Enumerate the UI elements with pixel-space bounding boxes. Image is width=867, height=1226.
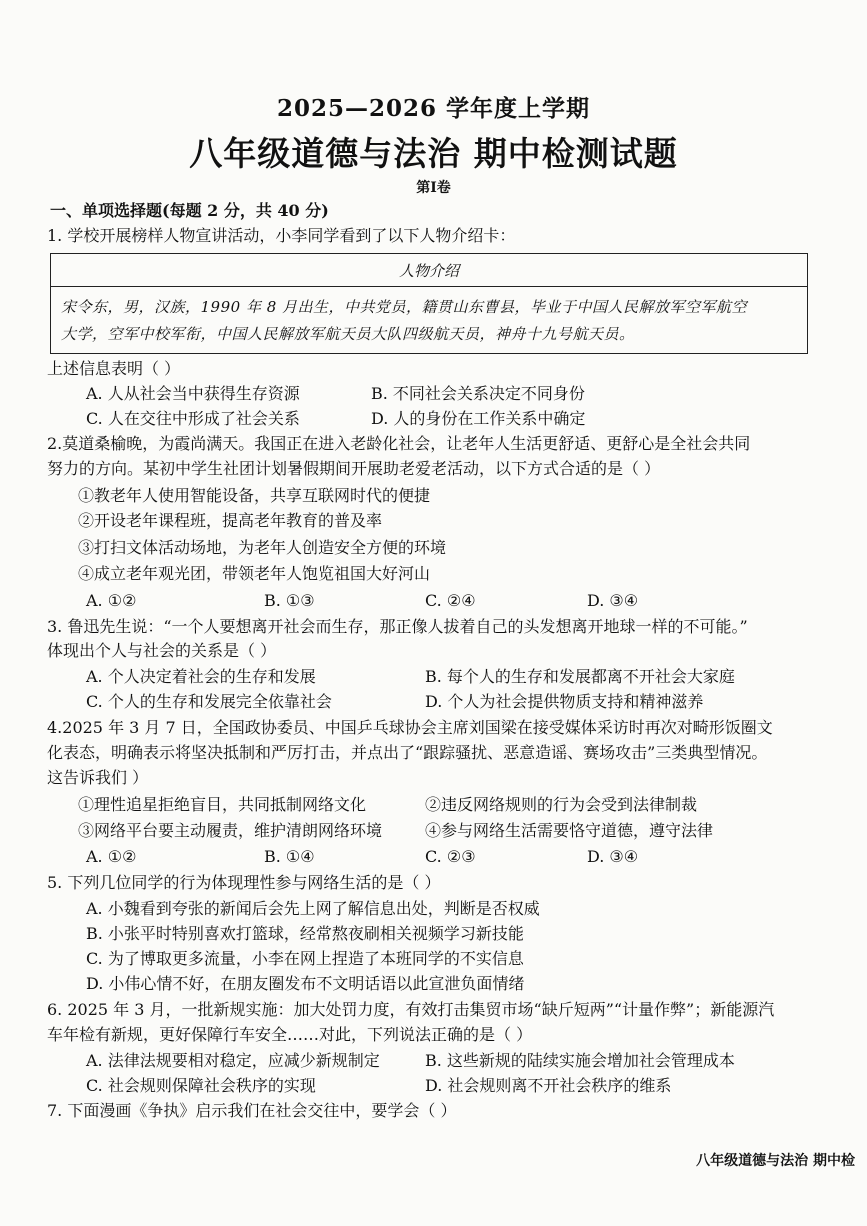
- q3-option-a: A. 个人决定着社会的生存和发展: [86, 667, 316, 686]
- q1-option-a: A. 人从社会当中获得生存资源: [86, 384, 300, 403]
- q4-item-4: ④参与网络生活需要恪守道德，遵守法律: [425, 821, 714, 840]
- q4-option-b: B. ①④: [264, 847, 315, 866]
- q2-option-c: C. ②④: [425, 591, 476, 610]
- question-2-stem-line1: 2.莫道桑榆晚，为霞尚满天。我国正在进入老龄化社会，让老年人生活更舒适、更舒心是全社会共同: [47, 434, 751, 453]
- year-heading: 2025—2026 学年度上学期: [276, 95, 591, 122]
- question-5-stem: 5. 下列几位同学的行为体现理性参与网络生活的是（ ）: [47, 873, 441, 892]
- q6-option-c: C. 社会规则保障社会秩序的实现: [86, 1076, 316, 1095]
- question-1-stem: 1. 学校开展榜样人物宣讲活动，小李同学看到了以下人物介绍卡：: [47, 226, 516, 245]
- question-3-stem-line2: 体现出个人与社会的关系是（ ）: [47, 641, 277, 660]
- q5-option-d: D. 小伟心情不好，在朋友圈发布不文明话语以此宣泄负面情绪: [86, 974, 525, 993]
- q2-item-1: ①教老年人使用智能设备，共享互联网时代的便捷: [78, 486, 431, 505]
- question-1-follow: 上述信息表明（ ）: [47, 359, 181, 378]
- card-divider: [51, 286, 807, 287]
- q4-item-3: ③网络平台要主动履责，维护清朗网络环境: [78, 821, 383, 840]
- q3-option-b: B. 每个人的生存和发展都离不开社会大家庭: [425, 667, 735, 686]
- card-title: 人物介绍: [398, 262, 459, 280]
- q4-item-1: ①理性追星拒绝盲目，共同抵制网络文化: [78, 795, 367, 814]
- q2-option-d: D. ③④: [587, 591, 639, 610]
- question-6-stem-line2: 车年检有新规，更好保障行车安全……对此，下列说法正确的是（ ）: [47, 1025, 533, 1044]
- q5-option-b: B. 小张平时特别喜欢打篮球，经常熬夜刷相关视频学习新技能: [86, 924, 524, 943]
- q2-option-a: A. ①②: [86, 591, 137, 610]
- question-4-stem-line2: 化表态，明确表示将坚决抵制和严厉打击，并点出了“跟踪骚扰、恶意造谣、赛场攻击”三类典型情况。: [47, 743, 768, 762]
- question-2-stem-line2: 努力的方向。某初中学生社团计划暑假期间开展助老爱老活动，以下方式合适的是（ ）: [47, 459, 661, 478]
- question-3-stem-line1: 3. 鲁迅先生说：“一个人要想离开社会而生存，那正像人拔着自己的头发想离开地球一样的不可能。”: [47, 617, 748, 636]
- question-4-stem-line1: 4.2025 年 3 月 7 日，全国政协委员、中国乒乓球协会主席刘国梁在接受媒体采访时再次对畸形饭圈文: [47, 718, 773, 737]
- q2-item-3: ③打扫文体活动场地，为老年人创造安全方便的环境: [78, 538, 447, 557]
- q2-option-b: B. ①③: [264, 591, 315, 610]
- q2-item-2: ②开设老年课程班，提高老年教育的普及率: [78, 511, 383, 530]
- exam-title: 八年级道德与法治 期中检测试题: [189, 134, 678, 173]
- q4-option-a: A. ①②: [86, 847, 137, 866]
- q2-item-4: ④成立老年观光团，带领老年人饱览祖国大好河山: [78, 564, 431, 583]
- page-footer: 八年级道德与法治 期中检: [696, 1153, 855, 1169]
- question-6-stem-line1: 6. 2025 年 3 月，一批新规实施：加大处罚力度，有效打击集贸市场“缺斤短两”“计量作弊”；新能源汽: [47, 1000, 775, 1019]
- question-7-stem: 7. 下面漫画《争执》启示我们在社会交往中，要学会（ ）: [47, 1101, 457, 1120]
- q6-option-d: D. 社会规则离不开社会秩序的维系: [425, 1076, 672, 1095]
- volume-label: 第Ⅰ卷: [416, 180, 451, 196]
- q1-option-d: D. 人的身份在工作关系中确定: [371, 409, 586, 428]
- q1-option-b: B. 不同社会关系决定不同身份: [371, 384, 585, 403]
- card-line-2: 大学，空军中校军衔，中国人民解放军航天员大队四级航天员，神舟十九号航天员。: [61, 325, 635, 343]
- card-body: [61, 294, 797, 348]
- q4-item-2: ②违反网络规则的行为会受到法律制裁: [425, 795, 698, 814]
- section-title: 一、单项选择题(每题 2 分，共 40 分): [50, 201, 329, 220]
- q5-option-c: C. 为了博取更多流量，小李在网上捏造了本班同学的不实信息: [86, 949, 524, 968]
- question-4-stem-line3: 这告诉我们 ）: [47, 768, 149, 787]
- q6-option-a: A. 法律法规要相对稳定，应减少新规制定: [86, 1051, 380, 1070]
- card-line-1: 宋令东，男，汉族，1990 年 8 月出生，中共党员，籍贯山东曹县，毕业于中国人民解放军空军航空: [61, 298, 748, 316]
- q3-option-d: D. 个人为社会提供物质支持和精神滋养: [425, 692, 704, 711]
- q4-option-d: D. ③④: [587, 847, 639, 866]
- q4-option-c: C. ②③: [425, 847, 476, 866]
- q6-option-b: B. 这些新规的陆续实施会增加社会管理成本: [425, 1051, 735, 1070]
- q5-option-a: A. 小魏看到夸张的新闻后会先上网了解信息出处，判断是否权威: [86, 899, 540, 918]
- q1-option-c: C. 人在交往中形成了社会关系: [86, 409, 300, 428]
- person-intro-card: [50, 253, 808, 354]
- q3-option-c: C. 个人的生存和发展完全依靠社会: [86, 692, 332, 711]
